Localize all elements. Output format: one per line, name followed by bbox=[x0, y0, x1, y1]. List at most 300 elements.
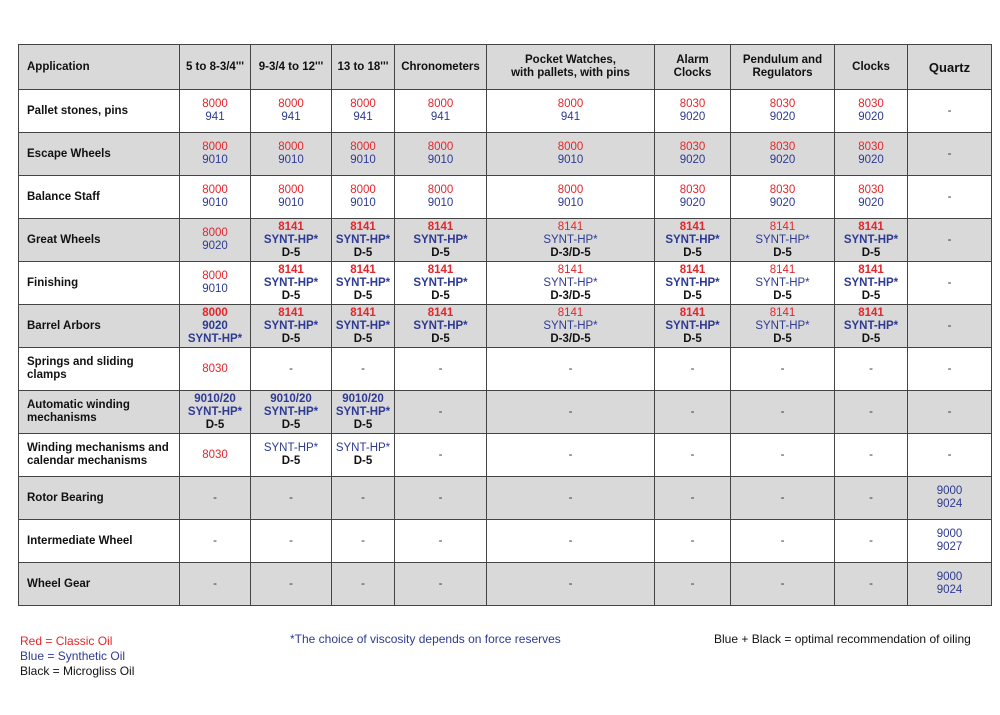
oil-code: 9020 bbox=[679, 111, 706, 123]
oil-cell bbox=[655, 391, 731, 434]
table-row bbox=[19, 348, 992, 391]
oil-code: SYNT-HP* bbox=[543, 276, 598, 289]
oil-code: SYNT-HP* bbox=[187, 405, 243, 418]
oil-cell bbox=[835, 434, 908, 477]
legend-black: Black = Microgliss Oil bbox=[20, 664, 135, 678]
oil-code: 8030 bbox=[858, 98, 884, 110]
oil-code: 9000 bbox=[936, 485, 963, 497]
oil-code: 9020 bbox=[858, 111, 884, 123]
empty-value: - bbox=[780, 362, 785, 375]
oil-cell bbox=[731, 219, 835, 262]
oil-cell bbox=[251, 348, 332, 391]
empty-value: - bbox=[947, 147, 952, 160]
oil-cell bbox=[731, 391, 835, 434]
oil-code: 8141 bbox=[427, 263, 454, 276]
oil-cell bbox=[487, 133, 655, 176]
oil-code: SYNT-HP* bbox=[263, 233, 319, 246]
header-column: Pendulum and Regulators bbox=[731, 45, 835, 90]
empty-value: - bbox=[780, 577, 785, 590]
oil-code: 8141 bbox=[278, 220, 304, 233]
oil-cell bbox=[332, 219, 395, 262]
oil-code: 9020 bbox=[858, 197, 884, 209]
oil-code: 941 bbox=[281, 111, 301, 123]
oil-code: SYNT-HP* bbox=[263, 442, 319, 454]
oil-code: D-5 bbox=[861, 289, 881, 302]
application-cell: Balance Staff bbox=[19, 176, 180, 219]
oil-cell bbox=[487, 176, 655, 219]
oil-cell bbox=[655, 477, 731, 520]
application-cell: Wheel Gear bbox=[19, 563, 180, 606]
oil-cell bbox=[180, 477, 251, 520]
oil-cell bbox=[251, 219, 332, 262]
oil-code: 941 bbox=[560, 111, 581, 123]
oil-cell bbox=[487, 477, 655, 520]
oil-code: 9020 bbox=[202, 319, 228, 332]
empty-value: - bbox=[780, 534, 785, 547]
oil-code: D-3/D-5 bbox=[550, 289, 591, 302]
oil-cell bbox=[731, 434, 835, 477]
oil-code: 8141 bbox=[350, 306, 376, 319]
oil-cell bbox=[180, 176, 251, 219]
header-application: Application bbox=[19, 45, 180, 90]
application-cell: Finishing bbox=[19, 262, 180, 305]
empty-value: - bbox=[947, 104, 952, 117]
oil-cell bbox=[731, 133, 835, 176]
oil-code: 8000 bbox=[427, 184, 454, 196]
oil-cell bbox=[731, 90, 835, 133]
oil-cell bbox=[180, 391, 251, 434]
oil-cell bbox=[180, 305, 251, 348]
oil-code: 8000 bbox=[350, 141, 376, 153]
oil-cell bbox=[251, 305, 332, 348]
oil-cell bbox=[835, 90, 908, 133]
oil-code: D-5 bbox=[205, 418, 225, 431]
oil-cell bbox=[395, 391, 487, 434]
oil-code: SYNT-HP* bbox=[263, 405, 319, 418]
oil-code: D-5 bbox=[353, 455, 373, 467]
oil-code: 8000 bbox=[427, 141, 454, 153]
oil-cell bbox=[332, 391, 395, 434]
oil-cell bbox=[180, 434, 251, 477]
oil-code: D-5 bbox=[281, 455, 301, 467]
empty-value: - bbox=[690, 534, 695, 547]
oil-code: 8141 bbox=[769, 263, 796, 276]
empty-value: - bbox=[869, 577, 873, 590]
oil-code: 8141 bbox=[557, 220, 584, 233]
empty-value: - bbox=[780, 405, 785, 418]
table-row bbox=[19, 520, 992, 563]
oil-cell bbox=[395, 176, 487, 219]
table-row bbox=[19, 563, 992, 606]
oil-code: D-5 bbox=[281, 289, 301, 302]
oil-code: 8141 bbox=[769, 306, 796, 319]
oil-code: 9010/20 bbox=[342, 392, 384, 405]
oil-code: SYNT-HP* bbox=[335, 319, 391, 332]
oil-cell bbox=[655, 176, 731, 219]
empty-value: - bbox=[213, 534, 217, 547]
oil-cell bbox=[731, 520, 835, 563]
oil-cell bbox=[251, 477, 332, 520]
empty-value: - bbox=[780, 491, 785, 504]
oil-code: 9020 bbox=[202, 240, 228, 252]
oil-cell bbox=[332, 133, 395, 176]
oil-code: SYNT-HP* bbox=[335, 405, 391, 418]
oil-cell bbox=[395, 133, 487, 176]
oil-code: SYNT-HP* bbox=[665, 233, 720, 246]
empty-value: - bbox=[438, 362, 443, 375]
oil-code: D-5 bbox=[773, 332, 792, 345]
oil-cell bbox=[835, 348, 908, 391]
oil-code: 8000 bbox=[278, 141, 304, 153]
header-column: Chronometers bbox=[395, 45, 487, 90]
oil-cell bbox=[332, 520, 395, 563]
oil-cell bbox=[332, 305, 395, 348]
oil-cell bbox=[487, 262, 655, 305]
oil-cell bbox=[908, 520, 992, 563]
oil-code: 8030 bbox=[679, 184, 706, 196]
oil-code: 9020 bbox=[769, 154, 796, 166]
oil-cell bbox=[251, 563, 332, 606]
oil-cell bbox=[332, 348, 395, 391]
oil-cell bbox=[731, 176, 835, 219]
application-cell: Rotor Bearing bbox=[19, 477, 180, 520]
oil-recommendation-table bbox=[18, 44, 992, 606]
oil-code: 8000 bbox=[350, 184, 376, 196]
oil-cell bbox=[180, 262, 251, 305]
empty-value: - bbox=[438, 448, 443, 461]
empty-value: - bbox=[438, 491, 443, 504]
oil-cell bbox=[395, 477, 487, 520]
oil-code: SYNT-HP* bbox=[335, 276, 391, 289]
oil-cell bbox=[655, 563, 731, 606]
oil-code: 941 bbox=[205, 111, 225, 123]
oil-code: SYNT-HP* bbox=[665, 319, 720, 332]
oil-code: 9027 bbox=[936, 541, 963, 553]
application-cell: Great Wheels bbox=[19, 219, 180, 262]
oil-cell bbox=[655, 90, 731, 133]
oil-cell bbox=[655, 305, 731, 348]
oil-cell bbox=[251, 133, 332, 176]
viscosity-note: *The choice of viscosity depends on force reserves bbox=[290, 632, 561, 646]
empty-value: - bbox=[947, 448, 952, 461]
oil-cell bbox=[835, 520, 908, 563]
oil-code: 9024 bbox=[936, 584, 963, 596]
oil-code: D-5 bbox=[861, 332, 881, 345]
oil-code: D-5 bbox=[683, 289, 702, 302]
application-cell: Winding mechanisms and calendar mechanisms bbox=[19, 434, 180, 477]
oil-cell bbox=[487, 520, 655, 563]
oil-code: 9020 bbox=[679, 154, 706, 166]
legend-red: Red = Classic Oil bbox=[20, 634, 113, 648]
oil-code: 941 bbox=[353, 111, 373, 123]
application-cell: Barrel Arbors bbox=[19, 305, 180, 348]
oil-code: 8030 bbox=[769, 141, 796, 153]
header-column: 5 to 8-3/4''' bbox=[180, 45, 251, 90]
table-row bbox=[19, 434, 992, 477]
oil-cell bbox=[835, 477, 908, 520]
empty-value: - bbox=[869, 448, 873, 461]
oil-cell bbox=[395, 219, 487, 262]
oil-code: SYNT-HP* bbox=[187, 332, 243, 345]
empty-value: - bbox=[438, 534, 443, 547]
oil-cell bbox=[908, 90, 992, 133]
oil-cell bbox=[908, 305, 992, 348]
application-cell: Automatic winding mechanisms bbox=[19, 391, 180, 434]
empty-value: - bbox=[690, 362, 695, 375]
oil-cell bbox=[655, 262, 731, 305]
header-column: Alarm Clocks bbox=[655, 45, 731, 90]
empty-value: - bbox=[568, 491, 573, 504]
oil-cell bbox=[908, 477, 992, 520]
oil-cell bbox=[487, 90, 655, 133]
oil-code: 9010 bbox=[427, 154, 454, 166]
oil-code: 9010 bbox=[202, 154, 228, 166]
oil-code: 8141 bbox=[858, 263, 884, 276]
oil-code: 8141 bbox=[679, 220, 706, 233]
empty-value: - bbox=[438, 405, 443, 418]
empty-value: - bbox=[438, 577, 443, 590]
application-cell: Intermediate Wheel bbox=[19, 520, 180, 563]
empty-value: - bbox=[869, 405, 873, 418]
oil-cell bbox=[731, 348, 835, 391]
oil-cell bbox=[908, 348, 992, 391]
oil-code: SYNT-HP* bbox=[263, 319, 319, 332]
oil-code: 9000 bbox=[936, 528, 963, 540]
oil-code: 8141 bbox=[769, 220, 796, 233]
oil-cell bbox=[251, 434, 332, 477]
oil-code: D-5 bbox=[773, 289, 792, 302]
oil-code: 8141 bbox=[427, 220, 454, 233]
oil-code: 9020 bbox=[769, 111, 796, 123]
oil-code: 8141 bbox=[858, 220, 884, 233]
oil-code: SYNT-HP* bbox=[335, 233, 391, 246]
oil-cell bbox=[655, 434, 731, 477]
empty-value: - bbox=[690, 491, 695, 504]
oil-code: 8030 bbox=[858, 184, 884, 196]
oil-cell bbox=[908, 434, 992, 477]
oil-cell bbox=[487, 391, 655, 434]
empty-value: - bbox=[568, 362, 573, 375]
oil-code: 8141 bbox=[278, 263, 304, 276]
oil-cell bbox=[835, 391, 908, 434]
oil-code: SYNT-HP* bbox=[843, 233, 899, 246]
oil-cell bbox=[835, 262, 908, 305]
empty-value: - bbox=[869, 491, 873, 504]
empty-value: - bbox=[869, 534, 873, 547]
oil-cell bbox=[908, 262, 992, 305]
oil-code: 8030 bbox=[769, 98, 796, 110]
oil-code: 9010 bbox=[202, 197, 228, 209]
oil-cell bbox=[908, 563, 992, 606]
oil-code: 8030 bbox=[769, 184, 796, 196]
oil-cell bbox=[332, 176, 395, 219]
empty-value: - bbox=[361, 534, 365, 547]
oil-code: 941 bbox=[430, 111, 451, 123]
empty-value: - bbox=[568, 405, 573, 418]
oil-code: 8141 bbox=[679, 263, 706, 276]
oil-code: D-5 bbox=[353, 289, 373, 302]
oil-code: 8000 bbox=[557, 141, 584, 153]
oil-cell bbox=[835, 305, 908, 348]
empty-value: - bbox=[690, 448, 695, 461]
oil-cell bbox=[395, 348, 487, 391]
oil-cell bbox=[908, 133, 992, 176]
empty-value: - bbox=[289, 362, 293, 375]
application-cell: Pallet stones, pins bbox=[19, 90, 180, 133]
oil-cell bbox=[731, 563, 835, 606]
oil-code: D-5 bbox=[683, 246, 702, 259]
oil-code: D-5 bbox=[773, 246, 792, 259]
oil-code: D-5 bbox=[353, 332, 373, 345]
oil-code: SYNT-HP* bbox=[755, 276, 810, 289]
oil-code: 8141 bbox=[427, 306, 454, 319]
oil-code: 9010 bbox=[278, 154, 304, 166]
oil-code: 9000 bbox=[936, 571, 963, 583]
oil-code: 8141 bbox=[350, 220, 376, 233]
table-body bbox=[19, 90, 992, 606]
oil-code: SYNT-HP* bbox=[755, 233, 810, 246]
empty-value: - bbox=[947, 276, 952, 289]
empty-value: - bbox=[361, 491, 365, 504]
oil-cell bbox=[332, 434, 395, 477]
oil-cell bbox=[835, 563, 908, 606]
table-row bbox=[19, 477, 992, 520]
empty-value: - bbox=[568, 534, 573, 547]
oil-code: 9010 bbox=[427, 197, 454, 209]
empty-value: - bbox=[780, 448, 785, 461]
empty-value: - bbox=[213, 577, 217, 590]
oil-cell bbox=[395, 262, 487, 305]
oil-cell bbox=[251, 520, 332, 563]
oil-code: 8000 bbox=[202, 141, 228, 153]
oil-cell bbox=[180, 90, 251, 133]
oil-code: SYNT-HP* bbox=[413, 233, 468, 246]
oil-code: D-5 bbox=[353, 418, 373, 431]
oil-code: 8030 bbox=[202, 362, 228, 375]
oil-code: 9010 bbox=[350, 154, 376, 166]
oil-code: D-5 bbox=[281, 332, 301, 345]
oil-cell bbox=[395, 305, 487, 348]
oil-code: 9024 bbox=[936, 498, 963, 510]
application-cell: Escape Wheels bbox=[19, 133, 180, 176]
oil-code: D-5 bbox=[353, 246, 373, 259]
oil-code: 9020 bbox=[769, 197, 796, 209]
table-row bbox=[19, 262, 992, 305]
oil-code: SYNT-HP* bbox=[335, 442, 391, 454]
oil-cell bbox=[251, 262, 332, 305]
oil-cell bbox=[655, 133, 731, 176]
oil-code: D-5 bbox=[281, 246, 301, 259]
empty-value: - bbox=[361, 362, 365, 375]
oil-code: SYNT-HP* bbox=[543, 233, 598, 246]
oil-code: 9020 bbox=[858, 154, 884, 166]
oil-code: D-5 bbox=[431, 289, 450, 302]
oil-code: 8141 bbox=[350, 263, 376, 276]
oil-code: 8141 bbox=[858, 306, 884, 319]
oil-code: 8000 bbox=[557, 184, 584, 196]
empty-value: - bbox=[947, 190, 952, 203]
oil-code: 8000 bbox=[557, 98, 584, 110]
empty-value: - bbox=[690, 577, 695, 590]
oil-cell bbox=[731, 305, 835, 348]
oil-code: 8000 bbox=[202, 184, 228, 196]
oil-code: 9010 bbox=[202, 283, 228, 295]
empty-value: - bbox=[947, 233, 952, 246]
table-row bbox=[19, 305, 992, 348]
oil-cell bbox=[655, 348, 731, 391]
oil-cell bbox=[655, 520, 731, 563]
empty-value: - bbox=[947, 405, 952, 418]
oil-cell bbox=[180, 348, 251, 391]
oil-cell bbox=[180, 520, 251, 563]
oil-code: D-5 bbox=[431, 332, 450, 345]
oil-cell bbox=[332, 563, 395, 606]
oil-cell bbox=[487, 434, 655, 477]
oil-code: 8030 bbox=[679, 98, 706, 110]
oil-code: 8000 bbox=[350, 98, 376, 110]
oil-code: 8030 bbox=[858, 141, 884, 153]
oil-code: 9010/20 bbox=[270, 392, 312, 405]
oil-cell bbox=[908, 176, 992, 219]
color-legend bbox=[20, 634, 134, 679]
oil-code: 9010 bbox=[557, 154, 584, 166]
oil-code: 8030 bbox=[202, 448, 228, 461]
oil-code: D-3/D-5 bbox=[550, 246, 591, 259]
oil-cell bbox=[180, 133, 251, 176]
oil-cell bbox=[395, 434, 487, 477]
oil-cell bbox=[332, 262, 395, 305]
oil-code: SYNT-HP* bbox=[843, 319, 899, 332]
oil-cell bbox=[487, 305, 655, 348]
oil-code: 8000 bbox=[202, 227, 228, 239]
oil-code: 8000 bbox=[427, 98, 454, 110]
oil-cell bbox=[332, 477, 395, 520]
oil-code: D-5 bbox=[431, 246, 450, 259]
header-column: Clocks bbox=[835, 45, 908, 90]
empty-value: - bbox=[947, 319, 952, 332]
oil-cell bbox=[835, 133, 908, 176]
table-row bbox=[19, 391, 992, 434]
empty-value: - bbox=[869, 362, 873, 375]
table-row bbox=[19, 90, 992, 133]
oil-cell bbox=[251, 391, 332, 434]
oil-cell bbox=[908, 219, 992, 262]
oil-code: D-3/D-5 bbox=[550, 332, 591, 345]
oil-cell bbox=[251, 90, 332, 133]
oil-code: 8030 bbox=[679, 141, 706, 153]
oil-cell bbox=[180, 219, 251, 262]
table-row bbox=[19, 219, 992, 262]
oil-cell bbox=[251, 176, 332, 219]
oil-code: 9010/20 bbox=[194, 392, 236, 405]
oil-cell bbox=[395, 563, 487, 606]
oil-code: SYNT-HP* bbox=[665, 276, 720, 289]
oil-code: SYNT-HP* bbox=[413, 319, 468, 332]
oil-code: D-5 bbox=[281, 418, 301, 431]
header-column: 9-3/4 to 12''' bbox=[251, 45, 332, 90]
application-cell: Springs and sliding clamps bbox=[19, 348, 180, 391]
optimal-note: Blue + Black = optimal recommendation of oiling bbox=[714, 632, 971, 646]
empty-value: - bbox=[213, 491, 217, 504]
header-column: Pocket Watches, with pallets, with pins bbox=[487, 45, 655, 90]
header-column: 13 to 18''' bbox=[332, 45, 395, 90]
oil-code: 8141 bbox=[679, 306, 706, 319]
header-row bbox=[19, 45, 992, 90]
oil-cell bbox=[487, 348, 655, 391]
oil-code: 8000 bbox=[278, 98, 304, 110]
oil-code: 9010 bbox=[350, 197, 376, 209]
oil-code: SYNT-HP* bbox=[263, 276, 319, 289]
